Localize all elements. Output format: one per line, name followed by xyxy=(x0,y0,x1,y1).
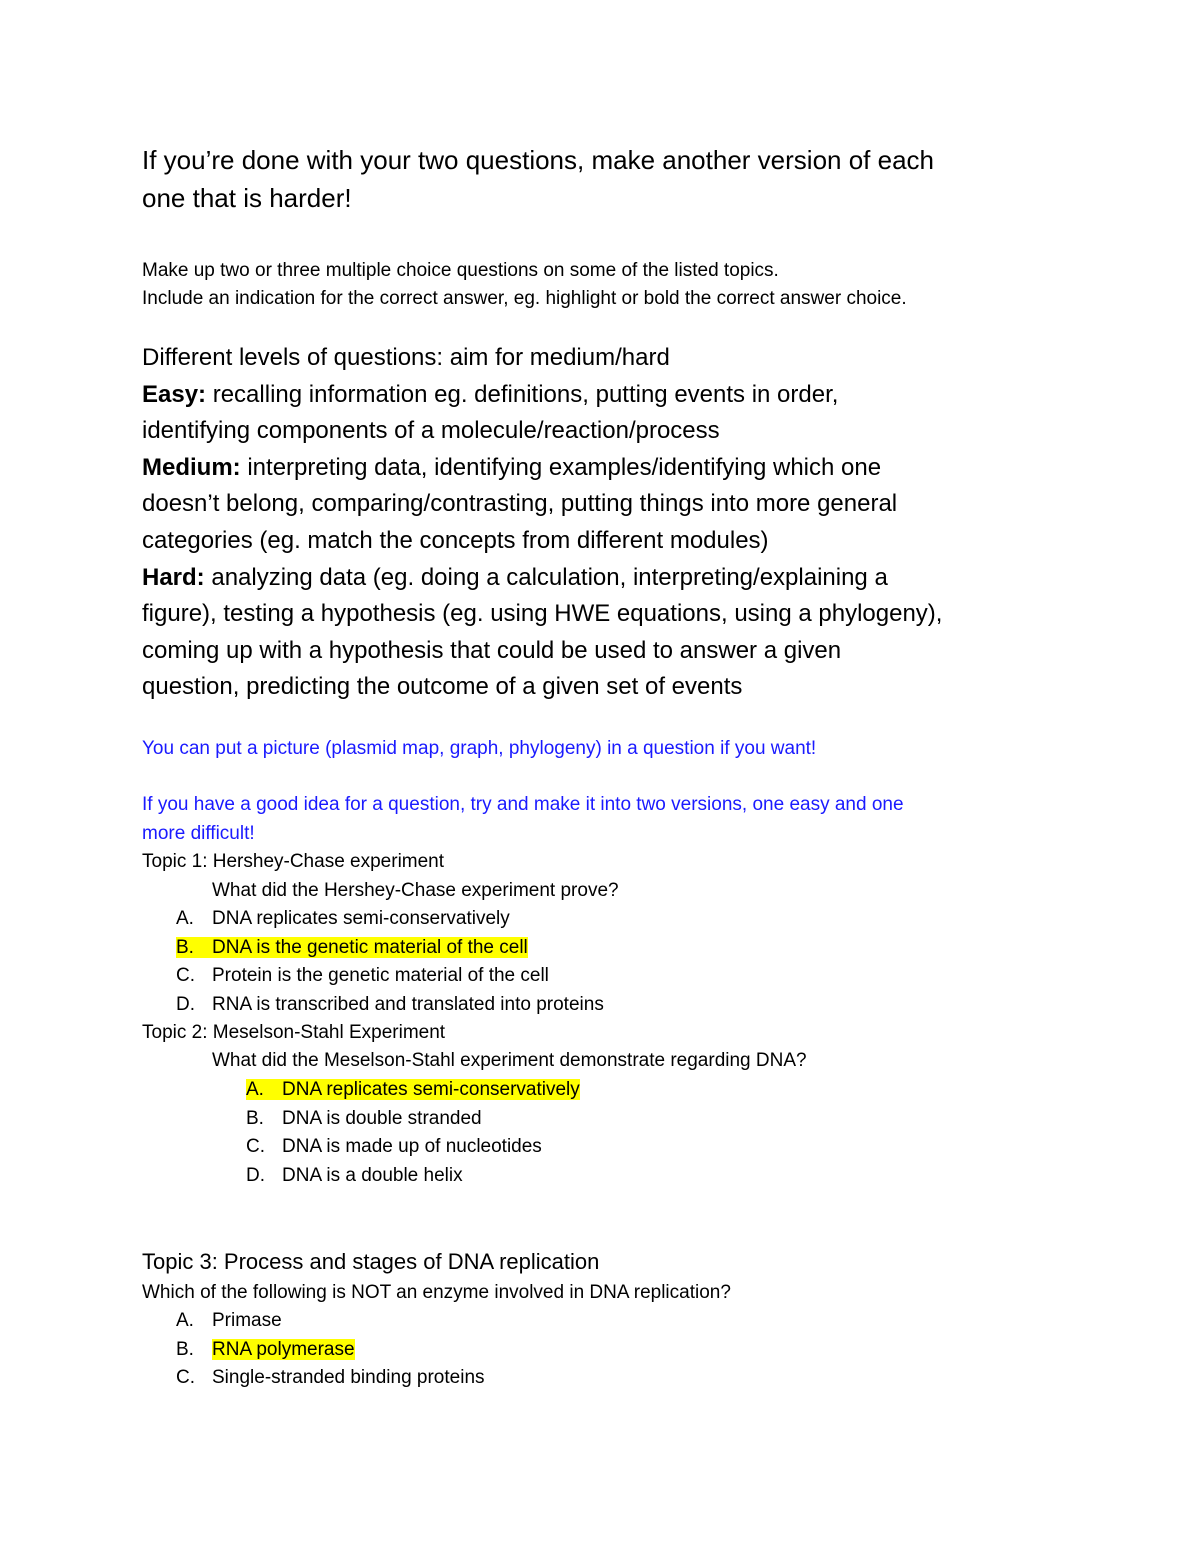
levels-easy xyxy=(142,377,942,414)
correct-answer-highlight: B. DNA is the genetic material of the cell xyxy=(176,936,528,958)
topic-3-title: Topic 3: Process and stages of DNA replication xyxy=(142,1249,600,1274)
topic-2-option-a xyxy=(246,1076,580,1105)
medium-text-1: interpreting data, identifying examples/identifying which one xyxy=(240,453,882,481)
header-line-2: one that is harder! xyxy=(142,183,352,213)
topic-1-title: Topic 1: Hershey-Chase experiment xyxy=(142,851,445,872)
topic-2-title: Topic 2: Meselson-Stahl Experiment xyxy=(142,1022,446,1043)
medium-text-2: doesn’t belong, comparing/contrasting, putting things into more general xyxy=(142,490,898,518)
topic-1-option-a: A. DNA replicates semi-conservatively xyxy=(176,908,510,929)
hard-label: Hard: xyxy=(142,563,205,591)
topic-1-question: What did the Hershey-Chase experiment prove? xyxy=(212,880,619,901)
topic-3-option-c: C. Single-stranded binding proteins xyxy=(176,1367,485,1389)
easy-label: Easy: xyxy=(142,380,207,408)
hard-text-3: coming up with a hypothesis that could be used to answer a given xyxy=(142,636,842,664)
topic-3-option-b: B. RNA polymerase xyxy=(176,1338,355,1360)
idea-note xyxy=(142,790,904,848)
easy-text-2: identifying components of a molecule/reaction/process xyxy=(142,417,720,445)
medium-text-3: categories (eg. match the concepts from different modules) xyxy=(142,526,769,554)
correct-answer-highlight: RNA polymerase xyxy=(212,1338,355,1360)
easy-text-1: recalling information eg. definitions, putting events in order, xyxy=(206,380,839,408)
hard-text-2: figure), testing a hypothesis (eg. using HWE equations, using a phylogeny), xyxy=(142,600,943,628)
hard-text-4: question, predicting the outcome of a given set of events xyxy=(142,673,743,701)
topic-2-options xyxy=(246,1076,580,1190)
idea-note-line-2: more difficult! xyxy=(142,823,255,844)
topic-2-question: What did the Meselson-Stahl experiment demonstrate regarding DNA? xyxy=(212,1050,807,1071)
hard-text-1: analyzing data (eg. doing a calculation, interpreting/explaining a xyxy=(204,563,888,591)
topic-2-option-b: B. DNA is double stranded xyxy=(246,1107,482,1129)
instructions-line-2: Include an indication for the correct answer, eg. highlight or bold the correct answer choice. xyxy=(142,288,907,309)
question-levels xyxy=(142,340,942,706)
levels-hard xyxy=(142,560,942,597)
topic-1-option-c: C. Protein is the genetic material of the cell xyxy=(176,965,549,987)
correct-answer-highlight: A. DNA replicates semi-conservatively xyxy=(246,1079,580,1100)
topic-1-option-b xyxy=(176,934,604,963)
levels-heading: Different levels of questions: aim for medium/hard xyxy=(142,344,670,371)
idea-note-line-1: If you have a good idea for a question, try and make it into two versions, one easy and one xyxy=(142,794,904,815)
header-line-1: If you’re done with your two questions, make another version of each xyxy=(142,145,934,175)
medium-label: Medium: xyxy=(142,453,241,481)
topic-1-option-d: D. RNA is transcribed and translated into proteins xyxy=(176,993,604,1015)
topic-3-options xyxy=(176,1307,485,1393)
picture-note: You can put a picture (plasmid map, graph, phylogeny) in a question if you want! xyxy=(142,738,817,759)
topic-3-question: Which of the following is NOT an enzyme involved in DNA replication? xyxy=(142,1282,731,1303)
instructions xyxy=(142,257,907,313)
topic-2-option-c: C. DNA is made up of nucleotides xyxy=(246,1136,542,1158)
header-heading xyxy=(142,141,934,217)
topic-2-option-d: D. DNA is a double helix xyxy=(246,1164,463,1186)
topic-1-options xyxy=(176,905,604,1019)
instructions-line-1: Make up two or three multiple choice questions on some of the listed topics. xyxy=(142,260,779,281)
topic-3-option-a: A. Primase xyxy=(176,1310,282,1331)
levels-medium xyxy=(142,450,942,487)
